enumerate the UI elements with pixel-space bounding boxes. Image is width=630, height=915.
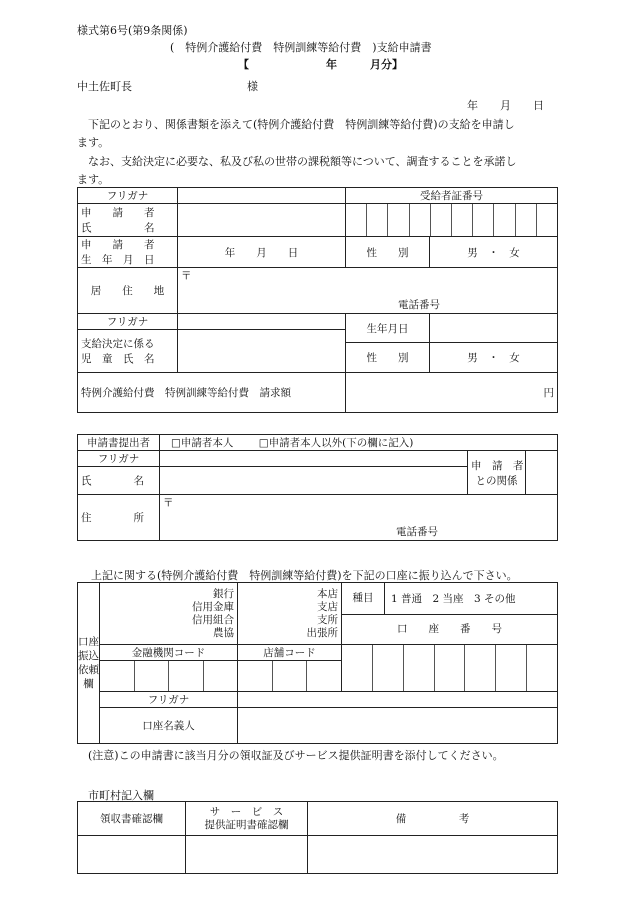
relation-field[interactable] bbox=[526, 451, 558, 495]
submitter-name-field[interactable] bbox=[160, 467, 468, 495]
municipal-table bbox=[77, 801, 558, 874]
address-label: 居 住 地 bbox=[78, 268, 178, 314]
institution-code-label: 金融機関コード bbox=[100, 645, 238, 661]
postal-mark: 〒 bbox=[181, 270, 192, 282]
institution-type[interactable]: 銀行 信用金庫 信用組合 農協 bbox=[100, 583, 238, 645]
branch-code-field[interactable] bbox=[238, 661, 342, 692]
relation-label: 申 請 者 との関係 bbox=[468, 451, 526, 495]
receipt-check-label: 領収書確認欄 bbox=[78, 802, 186, 836]
applicant-dob-label: 申 請 者 生 年 月 日 bbox=[78, 237, 178, 268]
account-number-label: 口 座 番 号 bbox=[397, 623, 502, 635]
submitter-label: 申請書提出者 bbox=[78, 435, 160, 451]
child-name-field[interactable] bbox=[178, 330, 346, 373]
submitter-furigana-field[interactable] bbox=[160, 451, 468, 467]
child-sex-label: 性 別 bbox=[346, 343, 430, 373]
child-furigana-label: フリガナ bbox=[78, 314, 178, 330]
phone-label: 電話番号 bbox=[398, 299, 440, 311]
application-date: 年 月 日 bbox=[467, 99, 544, 112]
intro-line-1: 下記のとおり、関係書類を添えて(特例介護給付費 特例訓練等給付費)の支給を申請し bbox=[88, 118, 515, 131]
holder-label: 口座名義人 bbox=[100, 708, 238, 744]
holder-furigana-field[interactable] bbox=[238, 692, 558, 708]
applicant-sex-label: 性 別 bbox=[346, 237, 430, 268]
submitter-address-label: 住 所 bbox=[78, 495, 160, 541]
claim-label: 特例介護給付費 特例訓練等給付費 請求額 bbox=[78, 373, 346, 413]
account-type-options[interactable]: 1 普通 2 当座 3 その他 bbox=[391, 593, 516, 605]
bank-intro: 上記に関する(特例介護給付費 特例訓練等給付費)を下記の口座に振り込んで下さい。 bbox=[91, 569, 518, 582]
account-number-field[interactable] bbox=[342, 645, 558, 692]
attachment-note: (注意)この申請書に該当月分の領収証及びサービス提供証明書を添付してください。 bbox=[88, 749, 504, 762]
child-dob-label: 生年月日 bbox=[346, 314, 430, 343]
intro-line-2b: ます。 bbox=[77, 173, 110, 186]
cert-number-field[interactable] bbox=[346, 204, 558, 237]
submitter-furigana-label: フリガナ bbox=[78, 451, 160, 467]
institution-code-field[interactable] bbox=[100, 661, 238, 692]
branch-type[interactable]: 本店 支店 支所 出張所 bbox=[238, 583, 342, 645]
form-number: 様式第6号(第9条関係) bbox=[77, 24, 188, 37]
account-type-label: 種目 bbox=[342, 583, 385, 614]
intro-line-2: なお、支給決定に必要な、私及び私の世帯の課税額等について、調査することを承諾し bbox=[88, 155, 517, 168]
service-cert-check-label: サ ー ビ ス 提供証明書確認欄 bbox=[186, 802, 308, 836]
applicant-furigana-field[interactable] bbox=[178, 188, 346, 204]
submitter-postal-mark: 〒 bbox=[163, 497, 174, 509]
option-self[interactable]: □申請者本人 bbox=[171, 437, 234, 449]
holder-field[interactable] bbox=[238, 708, 558, 744]
claim-amount-field[interactable]: 円 bbox=[346, 373, 558, 413]
applicant-dob-field[interactable]: 年 月 日 bbox=[178, 237, 346, 268]
submitter-table bbox=[77, 434, 558, 541]
address-field[interactable] bbox=[178, 268, 558, 314]
service-cert-check-field[interactable] bbox=[186, 836, 308, 874]
branch-code-label: 店舗コード bbox=[238, 645, 342, 661]
bank-table bbox=[77, 582, 558, 744]
cert-number-label: 受給者証番号 bbox=[346, 188, 558, 204]
period: 【 年 月分】 bbox=[238, 58, 403, 71]
account-type-cell bbox=[342, 583, 558, 645]
remarks-field[interactable] bbox=[308, 836, 558, 874]
addressee: 中土佐町長 bbox=[77, 80, 132, 93]
municipal-title: 市町村記入欄 bbox=[88, 789, 154, 802]
child-sex-field[interactable]: 男 ・ 女 bbox=[430, 343, 558, 373]
applicant-name-field[interactable] bbox=[178, 204, 346, 237]
option-other[interactable]: □申請者本人以外(下の欄に記入) bbox=[258, 437, 414, 449]
applicant-sex-field[interactable]: 男 ・ 女 bbox=[430, 237, 558, 268]
child-furigana-field[interactable] bbox=[178, 314, 346, 330]
furigana-label: フリガナ bbox=[78, 188, 178, 204]
submitter-options[interactable] bbox=[160, 435, 558, 451]
holder-furigana-label: フリガナ bbox=[100, 692, 238, 708]
child-dob-field[interactable] bbox=[430, 314, 558, 343]
receipt-check-field[interactable] bbox=[78, 836, 186, 874]
submitter-address-field[interactable] bbox=[160, 495, 558, 541]
submitter-name-label: 氏 名 bbox=[78, 467, 160, 495]
bank-side-label: 口座振込依頼欄 bbox=[78, 583, 100, 744]
applicant-table bbox=[77, 187, 558, 413]
form-title: ( 特例介護給付費 特例訓練等給付費 )支給申請書 bbox=[170, 41, 432, 54]
addressee-honorific: 様 bbox=[247, 80, 258, 93]
submitter-phone-label: 電話番号 bbox=[396, 526, 438, 538]
remarks-label: 備 考 bbox=[308, 802, 558, 836]
applicant-name-label: 申 請 者 氏 名 bbox=[78, 204, 178, 237]
intro-line-1b: ます。 bbox=[77, 136, 110, 149]
child-name-label: 支給決定に係る 児 童 氏 名 bbox=[78, 330, 178, 373]
